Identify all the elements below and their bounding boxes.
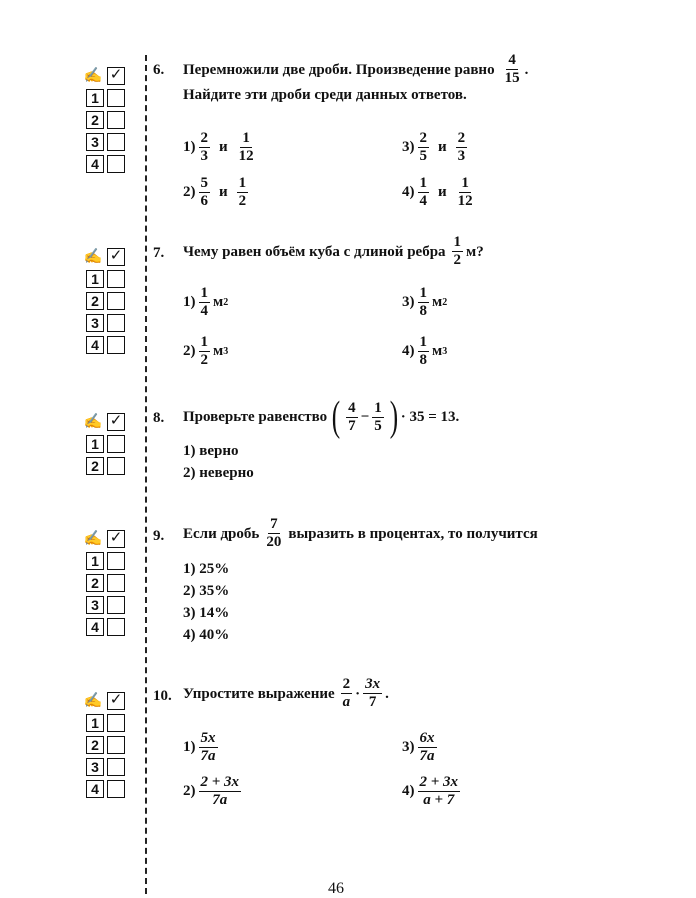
answer-box-q8 — [82, 411, 125, 477]
option-3[interactable]: 3) 14% — [183, 605, 230, 621]
answer-checkbox[interactable] — [107, 435, 125, 453]
question-8-text: Проверьте равенство ( $\frac{4}{7}$ − $\frac{1}{5}$ ) · 35 = 13. — [183, 394, 460, 440]
question-6-text: Перемножили две дроби. Произведение равно $\frac{4}{15}$ . — [183, 52, 529, 86]
option-4[interactable]: 4) $\frac{2 + 3x}{a + 7}$ — [402, 774, 459, 808]
question-number: 7. — [153, 245, 165, 261]
option-4[interactable]: 4) 40% — [183, 627, 230, 643]
option-1[interactable]: 1) 25% — [183, 561, 230, 577]
answer-number: 1 — [86, 270, 104, 288]
pen-hand-icon: ✍ — [83, 249, 103, 265]
fraction: $\frac{1}{2}$ — [453, 234, 462, 268]
question-number: 8. — [153, 410, 165, 426]
option-1[interactable]: 1) $\frac{5x}{7a}$ — [183, 730, 216, 764]
question-number: 6. — [153, 62, 165, 78]
answer-box-q7 — [82, 246, 125, 356]
pen-hand-icon: ✍ — [83, 693, 103, 709]
check-icon: ✓ — [107, 67, 125, 85]
answer-number: 4 — [86, 618, 104, 636]
pen-hand-icon: ✍ — [83, 414, 103, 430]
answer-number: 1 — [86, 435, 104, 453]
answer-number: 3 — [86, 314, 104, 332]
answer-number: 1 — [86, 89, 104, 107]
answer-number: 3 — [86, 133, 104, 151]
answer-number: 2 — [86, 457, 104, 475]
answer-number: 1 — [86, 552, 104, 570]
answer-checkbox[interactable] — [107, 292, 125, 310]
answer-checkbox[interactable] — [107, 111, 125, 129]
answer-checkbox[interactable] — [107, 574, 125, 592]
q6-text-line2: Найдите эти дроби среди данных ответов. — [183, 87, 467, 103]
option-1[interactable]: 1) $\frac{2}{3}$ и $\frac{1}{12}$ — [183, 130, 254, 164]
answer-checkbox[interactable] — [107, 89, 125, 107]
check-icon: ✓ — [107, 530, 125, 548]
answer-number: 2 — [86, 736, 104, 754]
answer-box-q9 — [82, 528, 125, 638]
question-10-text: Упростите выражение $\frac{2}{a}$ · $\frac{3x}{7}$ . — [183, 676, 389, 710]
answer-number: 2 — [86, 292, 104, 310]
option-3[interactable]: 3) $\frac{1}{8}$ м 2 — [402, 285, 448, 319]
option-3[interactable]: 3) $\frac{2}{5}$ и $\frac{2}{3}$ — [402, 130, 466, 164]
answer-number: 3 — [86, 596, 104, 614]
question-number: 9. — [153, 528, 165, 544]
option-1[interactable]: 1) верно — [183, 443, 239, 459]
answer-checkbox[interactable] — [107, 736, 125, 754]
pen-hand-icon: ✍ — [83, 531, 103, 547]
answer-box-q10 — [82, 690, 125, 800]
question-number: 10. — [153, 688, 172, 704]
question-9-text: Если дробь $\frac{7}{20}$ выразить в процентах, то получится — [183, 516, 538, 550]
option-2[interactable]: 2) $\frac{2 + 3x}{7a}$ — [183, 774, 240, 808]
answer-box-q6 — [82, 65, 125, 175]
answer-checkbox[interactable] — [107, 552, 125, 570]
page-number: 46 — [328, 880, 344, 897]
answer-checkbox[interactable] — [107, 336, 125, 354]
answer-number: 1 — [86, 714, 104, 732]
option-2[interactable]: 2) $\frac{5}{6}$ и $\frac{1}{2}$ — [183, 175, 247, 209]
answer-checkbox[interactable] — [107, 155, 125, 173]
answer-checkbox[interactable] — [107, 780, 125, 798]
option-1[interactable]: 1) $\frac{1}{4}$ м 2 — [183, 285, 229, 319]
option-3[interactable]: 3) $\frac{6x}{7a}$ — [402, 730, 435, 764]
check-icon: ✓ — [107, 413, 125, 431]
answer-checkbox[interactable] — [107, 596, 125, 614]
check-icon: ✓ — [107, 692, 125, 710]
fraction: $\frac{4}{15}$ — [504, 52, 520, 86]
option-2[interactable]: 2) $\frac{1}{2}$ м 3 — [183, 334, 229, 368]
answer-number: 4 — [86, 780, 104, 798]
answer-number: 2 — [86, 111, 104, 129]
check-icon: ✓ — [107, 248, 125, 266]
answer-number: 3 — [86, 758, 104, 776]
option-4[interactable]: 4) $\frac{1}{4}$ и $\frac{1}{12}$ — [402, 175, 473, 209]
answer-checkbox[interactable] — [107, 714, 125, 732]
cut-line-divider — [145, 55, 147, 894]
q6-text-line1: Перемножили две дроби. Произведение равно — [183, 61, 495, 78]
answer-checkbox[interactable] — [107, 618, 125, 636]
answer-number: 4 — [86, 336, 104, 354]
answer-checkbox[interactable] — [107, 270, 125, 288]
question-7-text: Чему равен объём куба с длиной ребра $\frac{1}{2}$ м? — [183, 234, 484, 268]
option-2[interactable]: 2) 35% — [183, 583, 230, 599]
answer-checkbox[interactable] — [107, 314, 125, 332]
answer-checkbox[interactable] — [107, 133, 125, 151]
answer-checkbox[interactable] — [107, 457, 125, 475]
answer-checkbox[interactable] — [107, 758, 125, 776]
option-2[interactable]: 2) неверно — [183, 465, 254, 481]
answer-number: 2 — [86, 574, 104, 592]
option-4[interactable]: 4) $\frac{1}{8}$ м 3 — [402, 334, 448, 368]
pen-hand-icon: ✍ — [83, 68, 103, 84]
answer-number: 4 — [86, 155, 104, 173]
